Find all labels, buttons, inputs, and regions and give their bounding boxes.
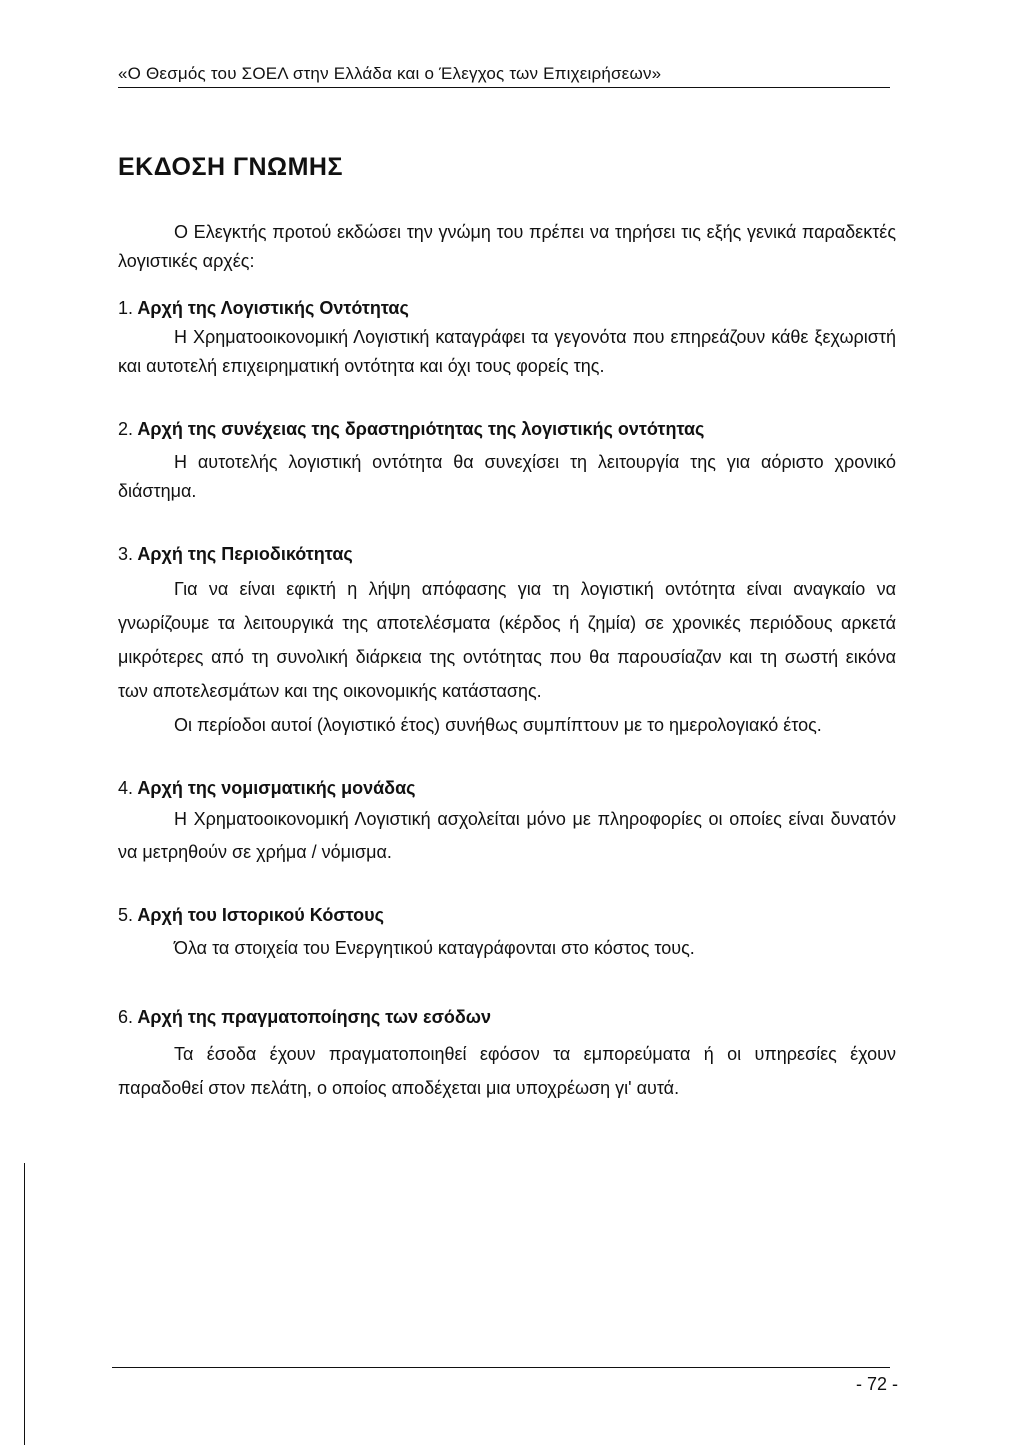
section-title: Αρχή της Λογιστικής Οντότητας <box>137 298 409 318</box>
footer-rule <box>112 1367 890 1368</box>
section-heading <box>118 294 896 323</box>
section-number: 3. <box>118 544 134 564</box>
section-heading <box>118 1003 896 1032</box>
section-title: Αρχή του Ιστορικού Κόστους <box>137 905 385 925</box>
section-number: 2. <box>118 419 134 439</box>
section-3 <box>118 540 896 742</box>
running-header: «Ο Θεσμός του ΣΟΕΛ στην Ελλάδα και ο Έλεγχος των Επιχειρήσεων» <box>118 64 662 83</box>
section-2 <box>118 415 896 506</box>
section-5 <box>118 901 896 963</box>
page-title: ΕΚΔΟΣΗ ΓΝΩΜΗΣ <box>118 153 343 181</box>
section-number: 4. <box>118 778 134 798</box>
section-paragraph: Όλα τα στοιχεία του Ενεργητικού καταγράφονται στο κόστος τους. <box>174 938 695 958</box>
section-paragraph: Η αυτοτελής λογιστική οντότητα θα συνεχίσει τη λειτουργία της για αόριστο χρονικό διάστημα. <box>118 452 896 501</box>
document-body <box>118 218 896 1105</box>
intro-paragraph: Ο Ελεγκτής προτού εκδώσει την γνώμη του πρέπει να τηρήσει τις εξής γενικά παραδεκτές λογιστικές αρχές: <box>118 222 896 271</box>
header-rule <box>118 87 890 88</box>
section-title: Αρχή της νομισματικής μονάδας <box>137 778 416 798</box>
section-paragraph: Τα έσοδα έχουν πραγματοποιηθεί εφόσον τα εμπορεύματα ή οι υπηρεσίες έχουν παραδοθεί στον πελάτη, ο οποίος αποδέχεται μια υποχρέωση γι' αυτά. <box>118 1044 896 1098</box>
section-paragraph: Η Χρηματοοικονομική Λογιστική ασχολείται μόνο με πληροφορίες οι οποίες είναι δυνατόν να μετρηθούν σε χρήμα / νόμισμα. <box>118 809 896 862</box>
section-6 <box>118 1003 896 1105</box>
section-number: 1. <box>118 298 134 318</box>
section-heading <box>118 540 896 569</box>
page-number: - 72 - <box>855 1374 898 1394</box>
section-title: Αρχή της πραγματοποίησης των εσόδων <box>137 1007 492 1027</box>
section-title: Αρχή της συνέχειας της δραστηριότητας της λογιστικής οντότητας <box>137 419 705 439</box>
section-paragraph: Η Χρηματοοικονομική Λογιστική καταγράφει τα γεγονότα που επηρεάζουν κάθε ξεχωριστή και αυτοτελή επιχειρηματική οντότητα και όχι τους φορείς της. <box>118 327 896 376</box>
section-4 <box>118 774 896 869</box>
section-title: Αρχή της Περιοδικότητας <box>137 544 353 564</box>
section-heading <box>118 774 896 803</box>
section-paragraph: Οι περίοδοι αυτοί (λογιστικό έτος) συνήθως συμπίπτουν με το ημερολογιακό έτος. <box>174 715 822 735</box>
section-heading <box>118 415 896 444</box>
section-paragraph: Για να είναι εφικτή η λήψη απόφασης για τη λογιστική οντότητα είναι αναγκαίο να γνωρίζουμε τα λειτουργικά της αποτελέσματα (κέρδος ή ζημία) σε χρονικές περιόδους αρκετά μικρότερες από τη συνολική διάρκεια της οντότητας που θα παρουσίαζαν και τη σωστή εικόνα των αποτελεσμάτων και της οικονομικής κατάστασης. <box>118 579 896 701</box>
section-number: 6. <box>118 1007 134 1027</box>
section-1 <box>118 294 896 381</box>
scan-margin-line <box>24 1163 25 1445</box>
section-heading <box>118 901 896 930</box>
section-number: 5. <box>118 905 134 925</box>
